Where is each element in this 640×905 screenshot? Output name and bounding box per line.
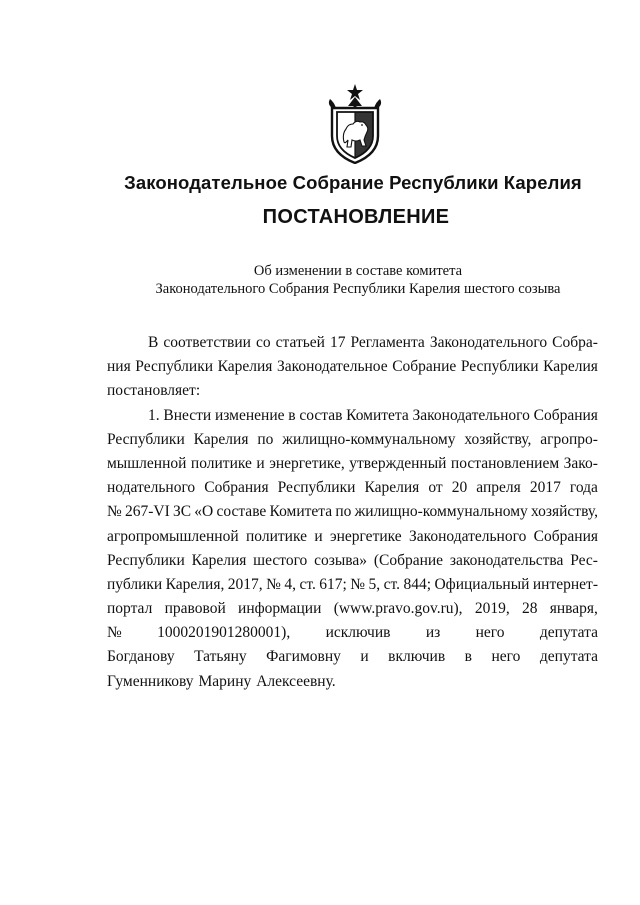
body-word: Карелия xyxy=(217,358,273,376)
body-word: января, xyxy=(549,600,598,618)
body-word: Карелия xyxy=(543,358,598,376)
body-word: созыва» xyxy=(314,551,368,569)
body-word: Республики xyxy=(460,358,539,376)
body-line xyxy=(107,476,598,500)
body-line xyxy=(107,645,598,669)
body-line xyxy=(107,331,598,355)
body-word: 17 xyxy=(329,334,346,351)
body-word: ст. xyxy=(299,575,316,593)
body-word: Республики xyxy=(277,479,356,497)
body-word: Карелия xyxy=(364,479,420,497)
body-word: постановлением xyxy=(450,454,560,472)
body-word: 267-VI xyxy=(125,503,170,521)
body-word: ЗС xyxy=(172,503,192,521)
body-word: Законодательное xyxy=(276,358,388,376)
body-word: агропромышленной xyxy=(107,527,239,545)
document-subject xyxy=(0,262,640,298)
body-word: энергетике, xyxy=(269,454,345,472)
body-word: Официальный xyxy=(434,575,530,593)
body-word: (Собрание xyxy=(373,551,444,569)
body-word: Республики xyxy=(135,358,214,376)
body-word: 844; xyxy=(403,575,432,593)
body-word: 4, xyxy=(284,575,296,593)
body-word: информации xyxy=(238,600,322,618)
body-word: Татьяну xyxy=(194,648,247,666)
body-word: Гуменникову xyxy=(107,672,194,690)
body-word: жилищно-коммунальному xyxy=(282,430,456,448)
organization-title: Законодательное Собрание Республики Карелия xyxy=(124,172,582,193)
body-word: жилищно-коммунальному xyxy=(354,503,528,521)
body-word: включив xyxy=(388,648,446,666)
body-word: Собрания xyxy=(533,406,598,424)
body-line xyxy=(107,452,598,476)
body-word: Зако- xyxy=(563,454,598,472)
body-word: Комитета xyxy=(269,503,333,521)
body-word: (www.pravo.gov.ru), xyxy=(333,600,463,618)
body-line xyxy=(107,379,598,403)
body-word: мышленной xyxy=(107,454,187,472)
body-word: «О xyxy=(194,503,214,521)
body-word: состав xyxy=(299,406,343,424)
body-word: соответствии xyxy=(163,334,251,351)
body-word: Регламента xyxy=(350,334,425,351)
body-line xyxy=(107,573,598,597)
body-word: апреля xyxy=(476,479,521,497)
body-word: депутата xyxy=(539,648,598,666)
body-word: 617; xyxy=(319,575,347,593)
body-word: Карелия xyxy=(193,430,249,448)
body-word: Алексеевну. xyxy=(256,672,336,690)
body-word: Комитета xyxy=(346,406,409,424)
body-word: Собрание xyxy=(392,358,457,376)
body-word: хозяйству, xyxy=(530,503,598,521)
body-word: от xyxy=(428,479,443,497)
body-word: правовой xyxy=(164,600,226,618)
body-word: Республики xyxy=(107,551,185,569)
body-word: 20 xyxy=(451,479,468,497)
body-word: и xyxy=(314,527,323,545)
body-line xyxy=(107,670,598,694)
body-word: в xyxy=(464,648,472,666)
body-word: 28 xyxy=(521,600,538,618)
subject-line: Об изменении в составе комитета xyxy=(253,263,463,279)
body-word: него xyxy=(491,648,521,666)
body-word: 2019, xyxy=(474,600,510,618)
body-word: депутата xyxy=(539,624,598,642)
body-word: интернет- xyxy=(532,575,598,593)
body-line xyxy=(107,597,598,621)
body-word: № xyxy=(107,503,122,521)
body-line xyxy=(107,525,598,549)
body-word: года xyxy=(569,479,598,497)
body-line xyxy=(107,549,598,573)
body-line xyxy=(107,428,598,452)
body-word: публики xyxy=(107,575,163,593)
body-line xyxy=(107,500,598,524)
body-word: Марину xyxy=(198,672,252,690)
body-word: 1. xyxy=(148,406,160,424)
body-word: составе xyxy=(216,503,267,521)
body-word: Внести xyxy=(163,406,212,424)
body-word: ст. xyxy=(383,575,400,593)
body-word: политике xyxy=(246,527,307,545)
body-word: статьей xyxy=(275,334,325,351)
body-word: нодательного xyxy=(107,479,196,497)
body-word: по xyxy=(257,430,274,448)
body-word: Законодательного xyxy=(429,334,548,351)
body-word: Карелия xyxy=(191,551,247,569)
body-word: исключив xyxy=(325,624,391,642)
body-word: в xyxy=(288,406,296,424)
body-word: 2017 xyxy=(529,479,561,497)
body-word: законодательства xyxy=(449,551,564,569)
body-line xyxy=(107,621,598,645)
body-word: № xyxy=(107,624,122,642)
body-word: и xyxy=(256,454,265,472)
body-word: по xyxy=(335,503,352,521)
body-word: Республики xyxy=(107,430,185,448)
body-word: Законодательного xyxy=(412,406,530,424)
body-word: В xyxy=(148,334,159,351)
body-word: и xyxy=(360,648,369,666)
body-word: Фагимовну xyxy=(266,648,341,666)
body-word: изменение xyxy=(214,406,285,424)
body-word: портал xyxy=(107,600,153,618)
body-word: Карелия, xyxy=(165,575,225,593)
body-word: Богданову xyxy=(107,648,175,666)
body-word: политике xyxy=(190,454,252,472)
body-word: со xyxy=(255,334,271,351)
body-line xyxy=(107,355,598,379)
body-word: ния xyxy=(107,358,131,376)
subject-line: Законодательного Собрания Республики Карелия шестого созыва xyxy=(155,281,561,297)
body-word: утвержденный xyxy=(349,454,447,472)
body-word: Собрания xyxy=(533,527,598,545)
body-word: агропро- xyxy=(540,430,598,448)
body-word: 1000201901280001), xyxy=(157,624,291,642)
karelia-coat-of-arms-icon xyxy=(326,84,384,164)
body-word: постановляет: xyxy=(107,382,201,400)
body-word: энергетике xyxy=(329,527,402,545)
body-word: 2017, xyxy=(227,575,263,593)
body-word: № xyxy=(350,575,366,593)
body-word: Рес- xyxy=(570,551,598,569)
body-word: шестого xyxy=(253,551,308,569)
body-word: хозяйству, xyxy=(464,430,532,448)
body-word: 5, xyxy=(368,575,381,593)
body-word: него xyxy=(475,624,505,642)
body-word: из xyxy=(425,624,441,642)
body-word: Собра- xyxy=(552,334,598,351)
body-word: № xyxy=(266,575,281,593)
document-body xyxy=(107,331,598,694)
body-line xyxy=(107,404,598,428)
body-word: Законодательного xyxy=(409,527,527,545)
document-type-heading: ПОСТАНОВЛЕНИЕ xyxy=(262,206,450,228)
body-word: Собрания xyxy=(204,479,269,497)
